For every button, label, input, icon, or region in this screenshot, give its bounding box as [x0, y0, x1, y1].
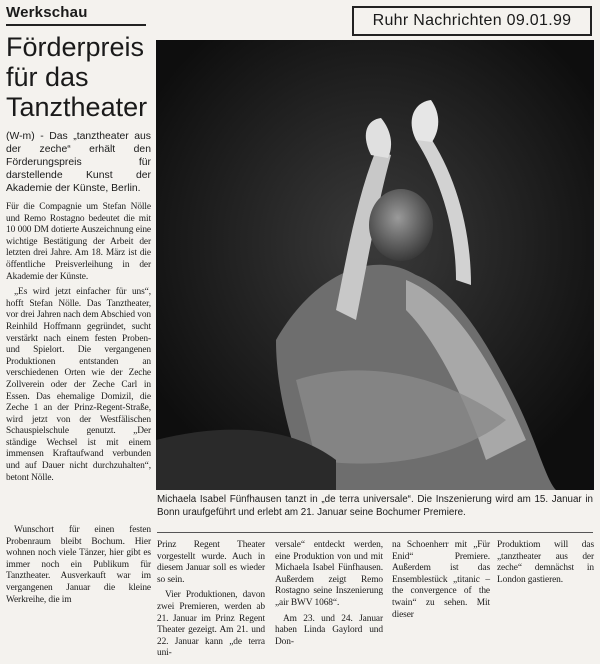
paragraph: na Schoenherr mit „Für Enid“ Premiere. Außerdem ist das Ensemblestück „titanic – the convergence of the twain“ zu sehen. Mit dieser [392, 540, 490, 620]
lead-paragraph: (W-m) - Das „tanztheater aus der zeche“ erhält den Förderungspreis für darstellende Kunst der Akademie der Künste, Berlin. [6, 131, 151, 194]
paragraph: Prinz Regent Theater vorgestellt wurde. Auch in diesem Januar soll es wieder so sein. [157, 540, 265, 585]
article-column-1-bottom [6, 525, 151, 610]
headline-line-1: Förderpreis [6, 32, 145, 62]
paragraph: Produktiom will das „tanztheater aus der zeche“ demnächst in London gastieren. [497, 540, 594, 585]
photo-caption: Michaela Isabel Fünfhausen tanzt in „de terra universale“. Die Inszenierung wird am 15. Januar in Bonn uraufgeführt und erlebt am 21. Januar seine Bochumer Premiere. [157, 494, 593, 518]
article-column-3 [275, 540, 383, 652]
article-column-2 [157, 540, 265, 664]
paragraph: Für die Compagnie um Stefan Nölle und Remo Rostagno bedeutet die mit 10 000 DM dotierte Auszeichnung eine wichtige Bestätigung der Arbeit der letzten drei Jahre. Am 18. März ist die öffentliche Preisverleihung in der Akademie der Künste. [6, 202, 151, 282]
headline [6, 32, 151, 122]
paragraph: Wunschort für einen festen Probenraum bleibt Bochum. Hier wohnen noch viele Tänzer, hier gibt es immer noch ein Publikum für Tanztheater. Ausverkauft war im vergangenen Januar die kleine Werkreihe, die im [6, 525, 151, 605]
dancer-photo-image [156, 40, 594, 490]
section-label: Werkschau [6, 4, 88, 21]
caption-divider [157, 532, 593, 533]
source-label: Ruhr Nachrichten 09.01.99 [352, 6, 592, 36]
paragraph: Vier Produktionen, davon zwei Premieren, werden ab 21. Januar im Prinz Regent Theater gezeigt. Am 21. und 22. Januar kann „de terra uni- [157, 590, 265, 659]
headline-line-2: für das [6, 62, 89, 92]
paragraph: „Es wird jetzt einfacher für uns“, hofft Stefan Nölle. Das Tanztheater, vor drei Jahren nach dem Abschied von Reinhild Hoffmann gegründet, sucht verstärkt nach einem festen Proben- und Spielort. Die vergangenen Produktionen entstanden an verschiedenen Orten wie der Zeche Zollverein oder der Zeche Carl in Essen. Das ehemalige Domizil, die Zeche 1 an der Prinz-Regent-Straße, wird jetzt von der Westfälischen Schauspielschule genutzt. „Der ständige Wechsel ist mit einem immensen Kraftaufwand verbunden und auf Dauer nicht durchzuhalten“, betont Nölle. [6, 287, 151, 483]
headline-line-3: Tanztheater [6, 92, 148, 122]
article-column-5 [497, 540, 594, 590]
article-column-1 [6, 202, 151, 488]
paragraph: Am 23. und 24. Januar haben Linda Gaylord und Don- [275, 613, 383, 647]
section-rule [6, 24, 146, 26]
dancer-photo [156, 40, 594, 490]
paragraph: versale“ entdeckt werden, eine Produktion von und mit Michaela Isabel Fünfhausen. Außerdem zeigt Remo Rostagno seine Inszenierung „air BWV 1068“. [275, 540, 383, 608]
article-column-4 [392, 540, 490, 625]
